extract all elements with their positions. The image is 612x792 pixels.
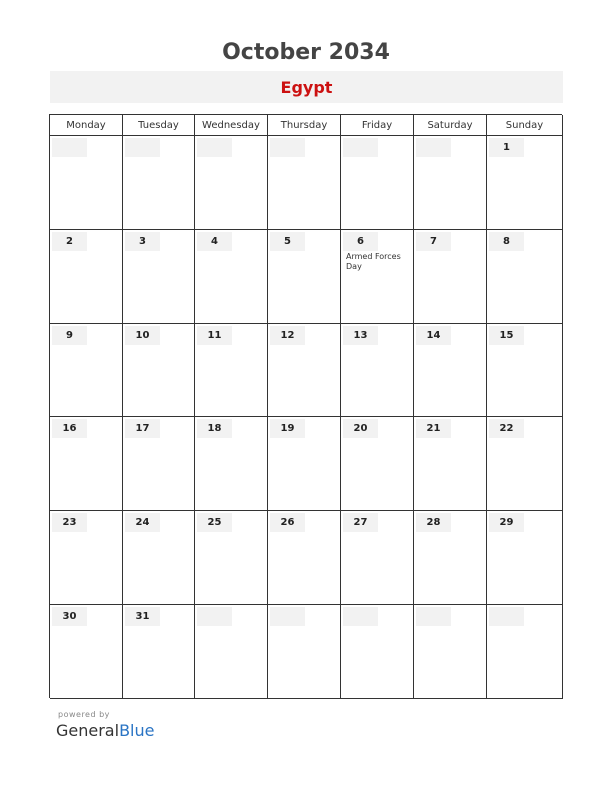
weekday-header-wednesday: Wednesday [195,115,268,136]
day-number: 27 [343,513,378,532]
day-cell[interactable] [414,605,487,699]
day-number: 14 [416,326,451,345]
day-number: 25 [197,513,232,532]
day-cell[interactable] [268,417,341,511]
day-number: 12 [270,326,305,345]
weekday-header-monday: Monday [50,115,123,136]
day-number: 16 [52,419,87,438]
weekday-header-thursday: Thursday [268,115,341,136]
day-number [270,138,305,157]
weekday-header-row [50,115,562,136]
weekday-header-tuesday: Tuesday [123,115,195,136]
day-number: 9 [52,326,87,345]
brand-general: General [56,721,120,740]
day-cell[interactable] [195,417,268,511]
day-number: 20 [343,419,378,438]
day-cell[interactable] [341,605,414,699]
day-cell[interactable] [414,324,487,418]
day-number [416,607,451,626]
day-cell[interactable] [195,136,268,230]
day-cell[interactable] [487,324,563,418]
day-number [52,138,87,157]
day-number: 3 [125,232,160,251]
day-number: 1 [489,138,524,157]
day-number: 15 [489,326,524,345]
day-cell[interactable] [268,511,341,605]
day-number: 24 [125,513,160,532]
day-cell[interactable] [123,605,195,699]
day-cell[interactable] [123,324,195,418]
day-number: 29 [489,513,524,532]
calendar-title: October 2034 [222,40,390,65]
day-cell[interactable] [195,511,268,605]
day-number: 31 [125,607,160,626]
day-cell[interactable] [195,324,268,418]
day-cell[interactable] [341,511,414,605]
powered-by-text: powered by [58,710,110,719]
weekday-header-sunday: Sunday [487,115,563,136]
day-number: 18 [197,419,232,438]
country-name: Egypt [280,77,333,97]
brand-blue: Blue [119,721,155,740]
day-number [197,607,232,626]
day-number: 11 [197,326,232,345]
day-cell[interactable] [50,511,123,605]
day-cell[interactable] [195,230,268,324]
day-number: 28 [416,513,451,532]
calendar-weeks [50,136,562,699]
day-cell[interactable] [487,605,563,699]
day-number [270,607,305,626]
day-number [343,138,378,157]
day-cell[interactable] [123,136,195,230]
day-cell[interactable] [487,136,563,230]
day-number: 2 [52,232,87,251]
day-number: 23 [52,513,87,532]
day-cell[interactable] [50,605,123,699]
day-cell[interactable] [414,417,487,511]
day-cell[interactable] [195,605,268,699]
day-cell[interactable] [50,230,123,324]
day-number [125,138,160,157]
day-number [416,138,451,157]
day-number: 6 [343,232,378,251]
calendar-grid [49,114,562,698]
day-cell[interactable] [123,511,195,605]
day-cell[interactable] [123,230,195,324]
day-number: 21 [416,419,451,438]
day-cell[interactable] [341,324,414,418]
country-banner [50,71,563,103]
day-cell[interactable] [50,324,123,418]
day-number [489,607,524,626]
day-cell[interactable] [50,417,123,511]
day-number [343,607,378,626]
day-cell[interactable] [414,136,487,230]
day-number: 7 [416,232,451,251]
day-cell[interactable] [487,511,563,605]
day-cell[interactable] [341,136,414,230]
day-number: 13 [343,326,378,345]
day-cell[interactable] [50,136,123,230]
day-cell[interactable] [414,230,487,324]
day-cell[interactable] [414,511,487,605]
day-cell[interactable] [341,230,414,324]
day-cell[interactable] [268,230,341,324]
day-number: 19 [270,419,305,438]
day-number: 17 [125,419,160,438]
day-number: 30 [52,607,87,626]
holiday-label: Armed Forces Day [346,251,401,271]
day-cell[interactable] [268,136,341,230]
day-number: 22 [489,419,524,438]
day-number: 5 [270,232,305,251]
day-cell[interactable] [123,417,195,511]
weekday-header-saturday: Saturday [414,115,487,136]
day-number: 10 [125,326,160,345]
day-cell[interactable] [268,324,341,418]
weekday-header-friday: Friday [341,115,414,136]
day-number: 8 [489,232,524,251]
generalblue-logo[interactable] [56,721,154,740]
day-number [197,138,232,157]
day-cell[interactable] [487,230,563,324]
day-number: 4 [197,232,232,251]
day-cell[interactable] [487,417,563,511]
day-number: 26 [270,513,305,532]
day-cell[interactable] [341,417,414,511]
day-cell[interactable] [268,605,341,699]
